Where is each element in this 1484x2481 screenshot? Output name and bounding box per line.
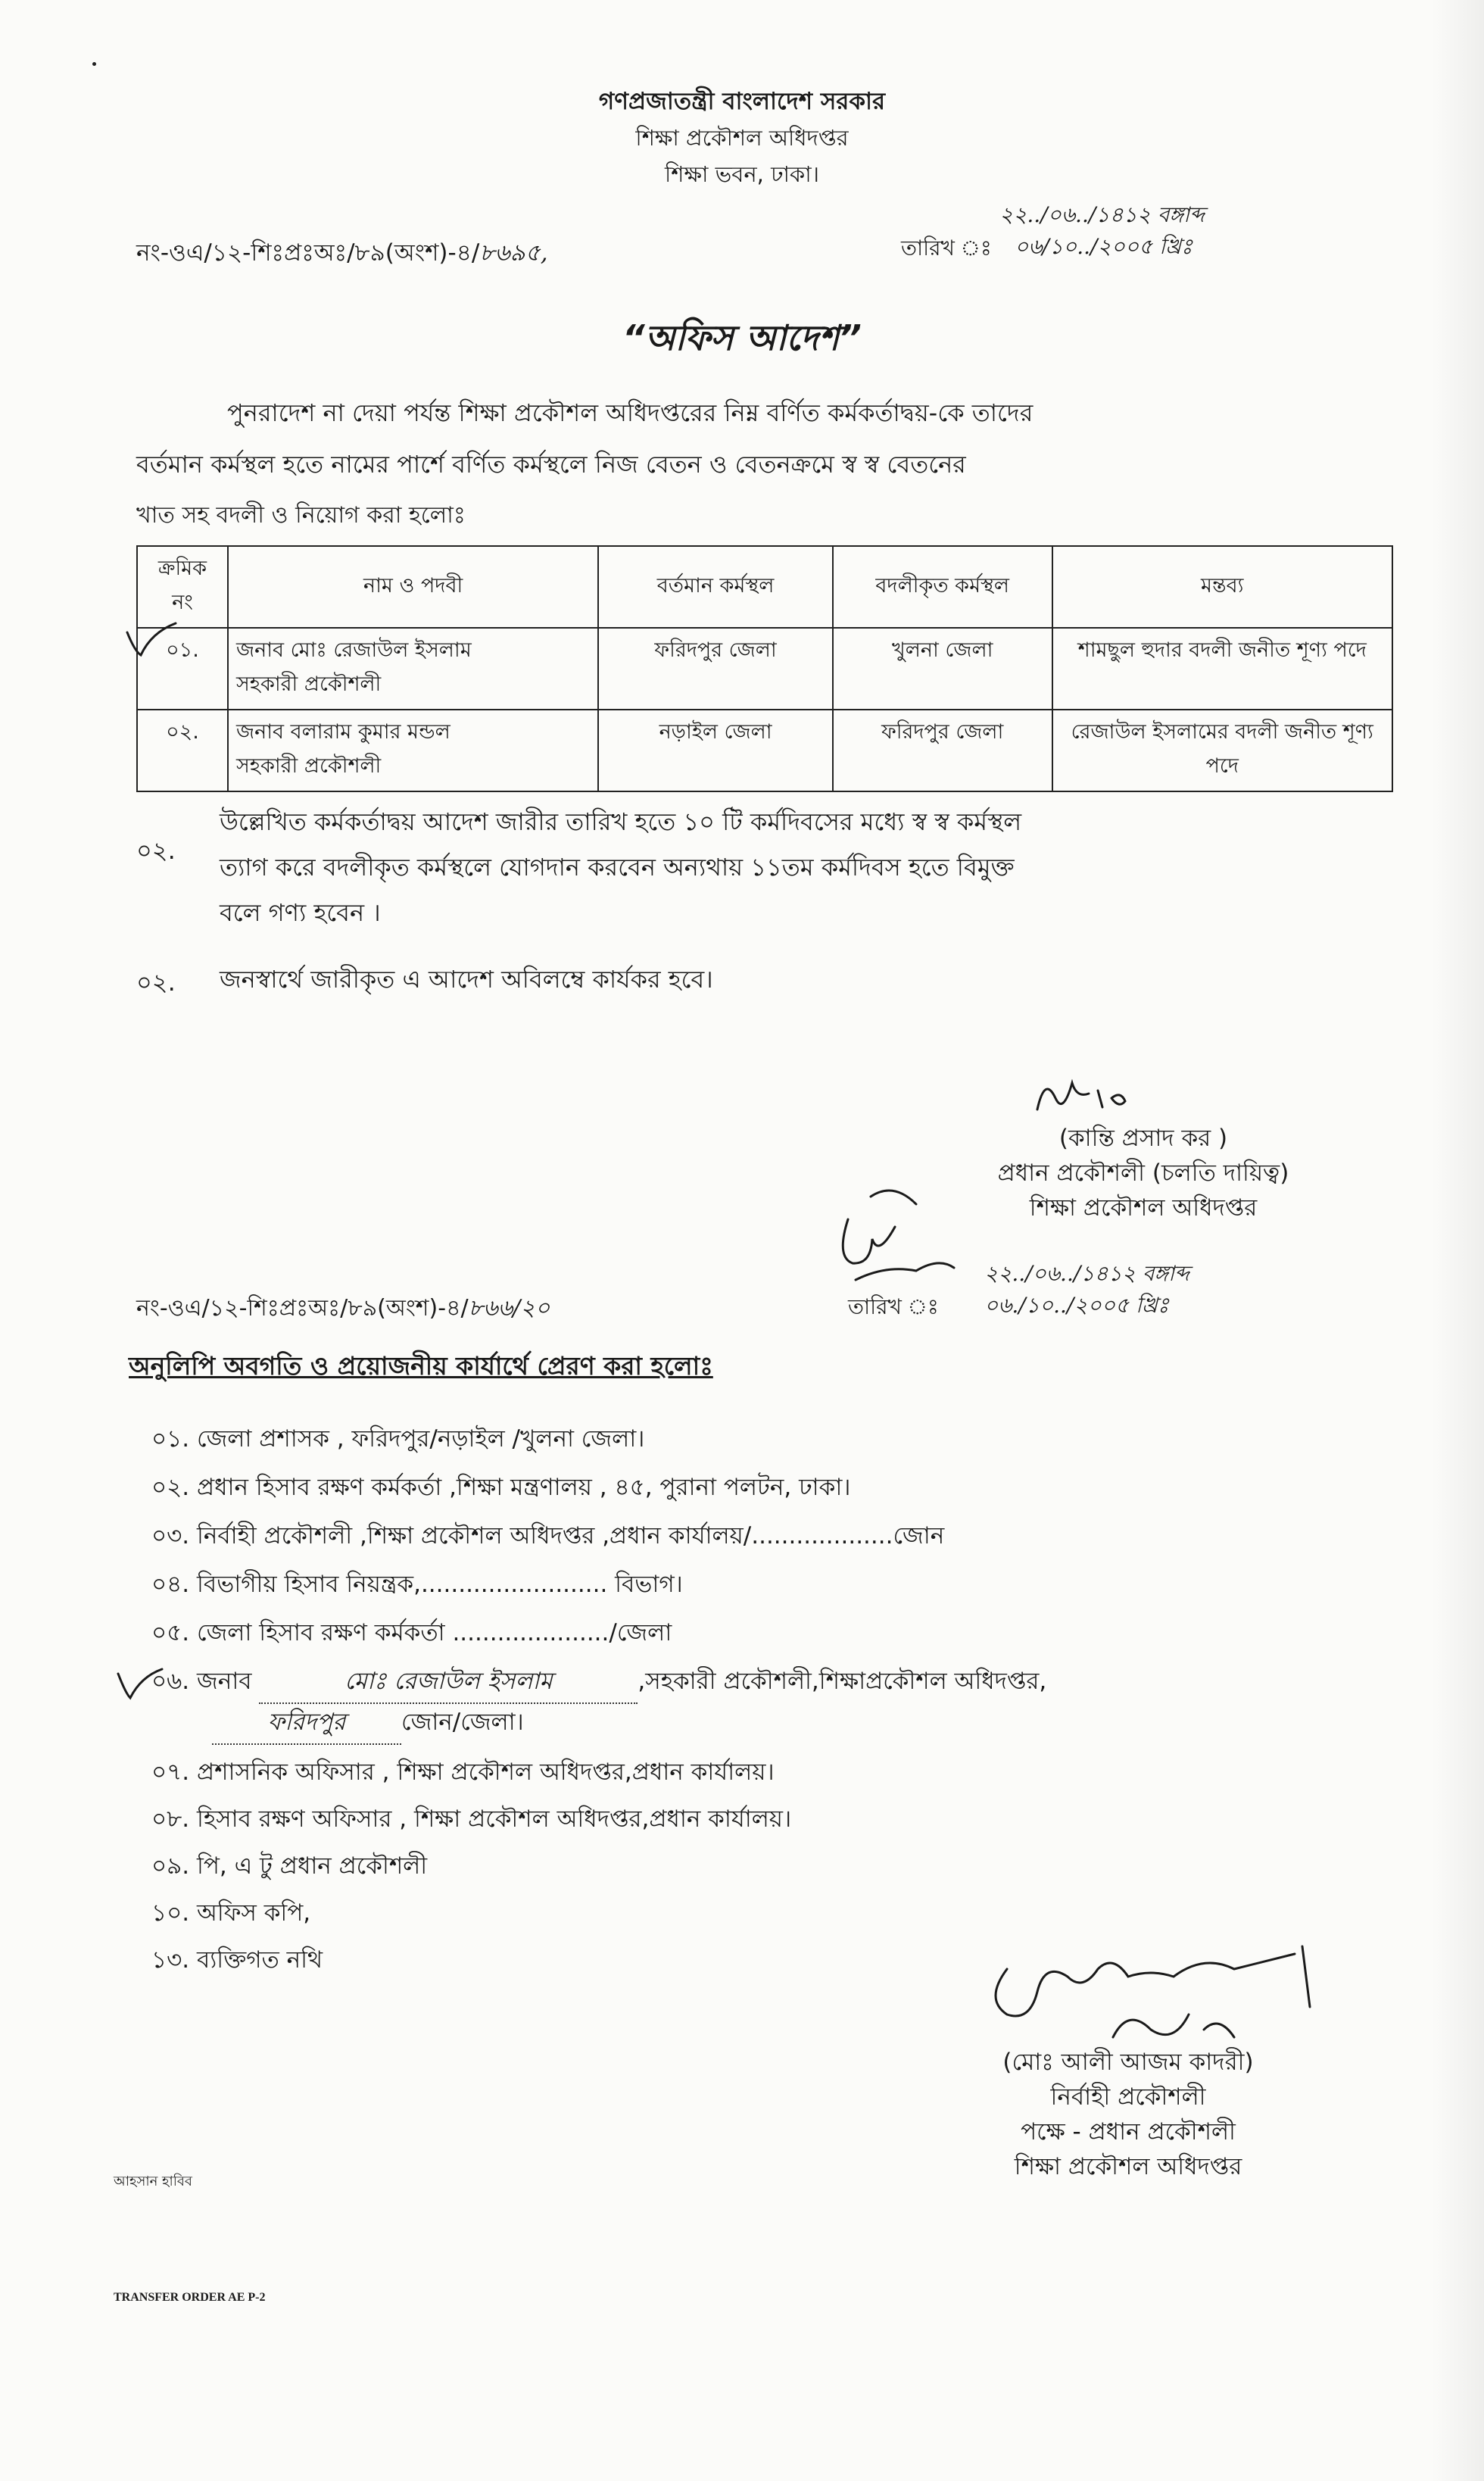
row-transferred: ফরিদপুর জেলা <box>833 710 1052 791</box>
copy-item-number: ০১. <box>151 1425 190 1453</box>
copy-item-number: ০৪. <box>151 1571 190 1598</box>
copy-ref-number: ৮৬৬/২০ <box>468 1295 550 1322</box>
copy-item-text: বিভাগীয় হিসাব নিয়ন্ত্রক,......................... বিভাগ। <box>197 1571 683 1598</box>
copy-item-number: ০৩. <box>151 1522 190 1549</box>
office-address: শিক্ষা ভবন, ঢাকা। <box>665 161 819 187</box>
signatory-2-title: নির্বাহী প্রকৌশলী <box>1050 2083 1206 2111</box>
copy-item-text: অফিস কপি, <box>197 1899 311 1927</box>
table-row <box>137 628 1392 710</box>
copy-item-number: ০৫. <box>151 1619 190 1646</box>
copy-item-handwritten-name: মোঃ রেজাউল ইসলাম <box>259 1663 638 1704</box>
copy-item-text: হিসাব রক্ষণ অফিসার , শিক্ষা প্রকৌশল অধিদপ্তর,প্রধান কার্যালয়। <box>197 1805 792 1833</box>
clause-1-number: ০২. <box>136 836 176 865</box>
row-current: নড়াইল জেলা <box>598 710 833 791</box>
copy-item-06-continued <box>212 1704 524 1745</box>
row-designation: সহকারী প্রকৌশলী <box>235 754 382 778</box>
typist-name: আহসান হাবিব <box>114 2174 192 2189</box>
copy-item-text: জেলা হিসাব রক্ষণ কর্মকর্তা ...................../জেলা <box>197 1619 672 1646</box>
order-title: “অফিস আদেশ” <box>622 317 862 358</box>
order-ref-number: ৮৬৯৫, <box>479 239 548 267</box>
clause-2-line-1: জনস্বার্থে জারীকৃত এ আদেশ অবিলম্বে কার্যকর হবে। <box>220 965 713 994</box>
copy-item <box>151 1754 775 1793</box>
order-date-label: তারিখ ঃ <box>901 236 992 261</box>
order-ref-prefix: নং-ওএ/১২-শিঃপ্রঃঅঃ/৮৯(অংশ)-৪/ <box>136 239 480 267</box>
copy-item-suffix: ,সহকারী প্রকৌশলী,শিক্ষাপ্রকৌশল অধিদপ্তর, <box>638 1668 1047 1695</box>
copy-item-prefix: জনাব <box>197 1668 252 1695</box>
clause-1-line-1: উল্লেখিত কর্মকর্তাদ্বয় আদেশ জারীর তারিখ হতে ১০ টি কর্মদিবসের মধ্যে স্ব স্ব কর্মস্থল <box>220 807 1022 836</box>
row-remarks: শামছুল হুদার বদলী জনীত শূণ্য পদে <box>1052 628 1392 710</box>
copy-item <box>151 1566 683 1606</box>
copy-item-number: ০৮. <box>151 1805 190 1833</box>
copy-item-number: ১৩. <box>151 1946 190 1974</box>
order-date-english: ০৬/১০../২০০৫ খ্রিঃ <box>1015 234 1192 259</box>
copy-reference <box>136 1290 550 1328</box>
copy-item <box>151 1848 427 1887</box>
row-serial: ০২. <box>137 710 228 791</box>
signature-2-block <box>901 2045 1355 2184</box>
copy-item-text: ব্যক্তিগত নথি <box>197 1946 323 1974</box>
copy-item-number: ০৬. <box>151 1668 190 1695</box>
ink-dot <box>92 62 96 66</box>
row-remarks: রেজাউল ইসলামের বদলী জনীত শূণ্য পদে <box>1052 710 1392 791</box>
table-header-row <box>137 546 1392 628</box>
copy-date-bangla: ২২../০৬../১৪১২ বঙ্গাব্দ <box>984 1261 1189 1286</box>
signatory-2-org: শিক্ষা প্রকৌশল অধিদপ্তর <box>1014 2153 1242 2180</box>
copy-item-text: নির্বাহী প্রকৌশলী ,শিক্ষা প্রকৌশল অধিদপ্তর ,প্রধান কার্যালয়/...................জোন <box>197 1522 945 1549</box>
row-serial: ০১. <box>137 628 228 710</box>
intro-line-1: পুনরাদেশ না দেয়া পর্যন্ত শিক্ষা প্রকৌশল অধিদপ্তরের নিম্ন বর্ণিত কর্মকর্তাদ্বয়-কে তাদের <box>227 398 1034 427</box>
copy-ref-prefix: নং-ওএ/১২-শিঃপ্রঃঅঃ/৮৯(অংশ)-৪/ <box>136 1295 469 1322</box>
copy-item <box>151 1895 310 1934</box>
order-reference <box>136 235 548 274</box>
copy-item-06 <box>151 1663 1046 1704</box>
copy-item-number: ০২. <box>151 1474 190 1501</box>
copy-date-label: তারিখ ঃ <box>848 1294 939 1319</box>
header-serial: ক্রমিক নং <box>137 546 228 628</box>
copy-item <box>151 1469 850 1509</box>
signature-1-initial-icon <box>1030 1068 1151 1128</box>
department-name: শিক্ষা প্রকৌশল অধিদপ্তর <box>635 125 849 151</box>
header-current-station: বর্তমান কর্মস্থল <box>598 546 833 628</box>
row-name-designation <box>228 628 598 710</box>
copy-item-place-suffix: জোন/জেলা। <box>401 1709 524 1736</box>
intro-line-2: বর্তমান কর্মস্থল হতে নামের পার্শে বর্ণিত কর্মস্থলে নিজ বেতন ও বেতনক্রমে স্ব স্ব বেতনের <box>136 450 966 479</box>
copy-item <box>151 1942 323 1981</box>
header-remarks: মন্তব্য <box>1052 546 1392 628</box>
copy-item <box>151 1518 944 1557</box>
table-row <box>137 710 1392 791</box>
clause-1-line-2: ত্যাগ করে বদলীকৃত কর্মস্থলে যোগদান করবেন অন্যথায় ১১তম কর্মদিবস হতে বিমুক্ত <box>220 853 1015 882</box>
signatory-1-org: শিক্ষা প্রকৌশল অধিদপ্তর <box>1029 1194 1258 1222</box>
row-name: জনাব মোঃ রেজাউল ইসলাম <box>235 638 472 662</box>
copy-item-text: পি, এ টু প্রধান প্রকৌশলী <box>197 1852 428 1880</box>
copy-item-text: প্রধান হিসাব রক্ষণ কর্মকর্তা ,শিক্ষা মন্ত্রণালয় , ৪৫, পুরানা পলটন, ঢাকা। <box>197 1474 851 1501</box>
order-date-bangla: ২২../০৬../১৪১২ বঙ্গাব্দ <box>999 202 1205 227</box>
copy-item-number: ০৯. <box>151 1852 190 1880</box>
signature-1-block <box>931 1121 1355 1225</box>
row-designation: সহকারী প্রকৌশলী <box>235 673 382 696</box>
document-code: TRANSFER ORDER AE P-2 <box>114 2291 266 2304</box>
row-current: ফরিদপুর জেলা <box>598 628 833 710</box>
copy-item-text: জেলা প্রশাসক , ফরিদপুর/নড়াইল /খুলনা জেলা। <box>197 1425 645 1453</box>
copy-item <box>151 1801 791 1840</box>
copy-item-number: ১০. <box>151 1899 190 1927</box>
copy-item-text: প্রশাসনিক অফিসার , শিক্ষা প্রকৌশল অধিদপ্তর,প্রধান কার্যালয়। <box>197 1759 775 1786</box>
row-name: জনাব বলারাম কুমার মন্ডল <box>235 720 450 744</box>
signatory-1-title: প্রধান প্রকৌশলী (চলতি দায়িত্ব) <box>997 1159 1289 1187</box>
clause-1-line-3: বলে গণ্য হবেন । <box>220 898 381 927</box>
row-name-designation <box>228 710 598 791</box>
header-name: নাম ও পদবী <box>228 546 598 628</box>
copy-item-handwritten-place: ফরিদপুর <box>212 1704 401 1745</box>
tick-mark-icon <box>121 617 182 663</box>
signatory-2-behalf: পক্ষে - প্রধান প্রকৌশলী <box>1021 2118 1236 2146</box>
header-transferred-station: বদলীকৃত কর্মস্থল <box>833 546 1052 628</box>
govt-header: গণপ্রজাতন্ত্রী বাংলাদেশ সরকার <box>598 88 886 115</box>
signatory-1-name: (কান্তি প্রসাদ কর ) <box>1058 1125 1228 1152</box>
clause-2-number: ০২. <box>136 968 176 997</box>
copy-item-number: ০৭. <box>151 1759 190 1786</box>
intro-line-3: খাত সহ বদলী ও নিয়োগ করা হলোঃ <box>136 502 466 529</box>
row-transferred: খুলনা জেলা <box>833 628 1052 710</box>
copy-item <box>151 1615 672 1654</box>
signatory-2-name: (মোঃ আলী আজম কাদরী) <box>1002 2049 1254 2076</box>
copy-date-english: ০৬./১০../২০০৫ খ্রিঃ <box>984 1293 1169 1318</box>
copy-heading: অনুলিপি অবগতি ও প্রয়োজনীয় কার্যার্থে প্রেরণ করা হলোঃ <box>129 1351 713 1381</box>
transfer-table <box>136 545 1393 792</box>
signature-2-handwriting-icon <box>977 1924 1340 2060</box>
copy-item <box>151 1421 644 1460</box>
